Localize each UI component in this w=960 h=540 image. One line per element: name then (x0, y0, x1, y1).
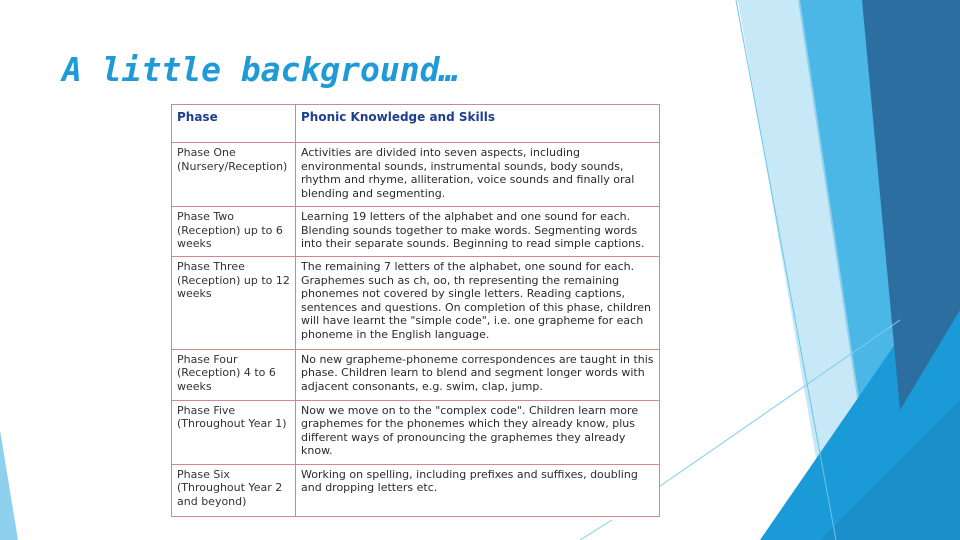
table-row (172, 349, 660, 400)
deco-thin-line-3 (580, 520, 612, 540)
header-skills: Phonic Knowledge and Skills (296, 105, 660, 143)
table-header-row (172, 105, 660, 143)
header-phase: Phase (172, 105, 296, 143)
slide-title: A little background… (62, 50, 460, 89)
table-row (172, 464, 660, 516)
skills-cell: No new grapheme-phoneme correspondences are taught in this phase. Children learn to blend and segment longer words with adjacent consonants, e.g. swim, clap, jump. (296, 349, 660, 400)
phase-cell: Phase Two (Reception) up to 6 weeks (172, 207, 296, 257)
table-row (172, 143, 660, 207)
skills-cell: Learning 19 letters of the alphabet and one sound for each. Blending sounds together to make words. Segmenting words into their separate sounds. Beginning to read simple captions. (296, 207, 660, 257)
skills-cell: The remaining 7 letters of the alphabet, one sound for each. Graphemes such as ch, oo, th representing the remaining phonemes not covered by single letters. Reading captions, sentences and questions. On completion of this phase, children will have learnt the "simple code", i.e. one grapheme for each phoneme in the English language. (296, 257, 660, 349)
table-row (172, 207, 660, 257)
skills-cell: Now we move on to the "complex code". Children learn more graphemes for the phonemes which they already know, plus different ways of pronouncing the graphemes they already know. (296, 400, 660, 464)
skills-cell: Activities are divided into seven aspects, including environmental sounds, instrumental sounds, body sounds, rhythm and rhyme, alliteration, voice sounds and finally oral blending and segmenting. (296, 143, 660, 207)
deco-left-sliver (0, 430, 18, 540)
phonics-phases-table (171, 104, 660, 517)
phase-cell: Phase One (Nursery/Reception) (172, 143, 296, 207)
phase-cell: Phase Five (Throughout Year 1) (172, 400, 296, 464)
skills-cell: Working on spelling, including prefixes and suffixes, doubling and dropping letters etc. (296, 464, 660, 516)
table-row (172, 257, 660, 349)
phase-cell: Phase Six (Throughout Year 2 and beyond) (172, 464, 296, 516)
phase-cell: Phase Four (Reception) 4 to 6 weeks (172, 349, 296, 400)
table-row (172, 400, 660, 464)
phonics-table-image (171, 104, 659, 517)
phase-cell: Phase Three (Reception) up to 12 weeks (172, 257, 296, 349)
